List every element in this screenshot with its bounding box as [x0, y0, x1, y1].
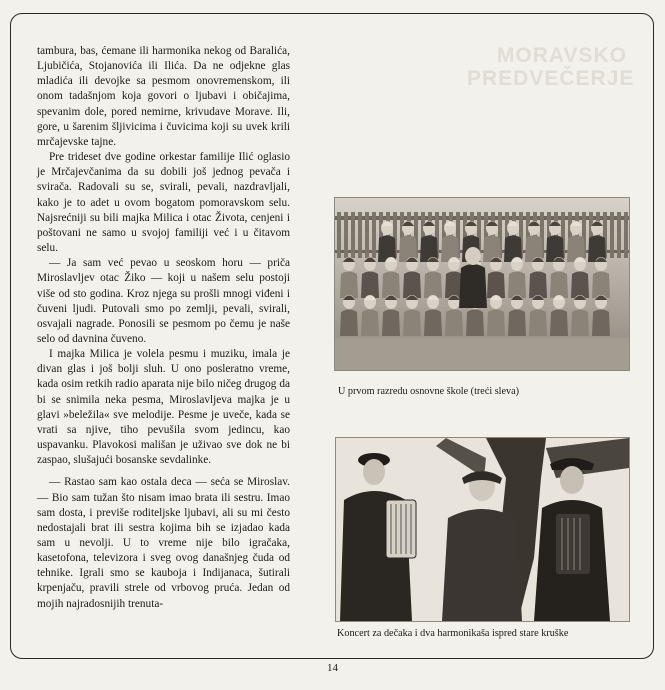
paragraph-3: — Ja sam već pevao u seoskom horu — priča Miroslavljev otac Žiko — koji u našem selu postoji više od sto godina. Kroz njega su prošli mnogi viđeni i čuveni ljudi. Putovali smo po zemlji, pevali, svirali, osvajali nagrade. Ponosili se pesmom po čemu je naše selo od davnina čuveno. — [37, 257, 290, 345]
accordion-concert-photo — [335, 437, 630, 622]
show-through-heading — [467, 44, 635, 90]
school-class-illustration — [335, 198, 629, 370]
show-through-line-1: MORAVSKO — [496, 44, 627, 67]
paragraph-2: Pre trideset dve godine orkestar familije Ilić oglasio je Mrčajevčanima da su dobili još jednog pevača i svirača. Radovali su se, svirali, pevali, nazdravljali, kako je to adet u ovom bogatom pomoravskom selu. Najsrećniji su bili majka Milica i otac Života, cenjeni i poštovani ne samo u svojoj familiji već i u čitavom selu. — [37, 151, 290, 255]
show-through-line-2: PREDVEČERJE — [467, 67, 635, 90]
school-photo-caption: U prvom razredu osnovne škole (treći sleva) — [338, 386, 520, 397]
concert-illustration — [336, 438, 629, 621]
paragraph-4: I majka Milica je volela pesmu i muziku, imala je divan glas i još bolji sluh. U ono posleratno vreme, kada osim retkih radio aparata nije bilo ničeg drugog da bi se snimila neka pesma, Miroslavljeva majka je u glavi »beležila« sve melodije. Pesme je uveče, kada se vrati sa njive, tiho pevušila svom jedincu, kao uspavanku. Plavokosi mališan je uživao sve dok ne bi zaspao, slušajući bosanske sevdalinke. — [37, 348, 290, 467]
page-number: 14 — [327, 662, 338, 674]
concert-photo-caption: Koncert za dečaka i dva harmonikaša ispred stare kruške — [337, 628, 569, 639]
school-class-photo — [334, 197, 630, 371]
paragraph-1: tambura, bas, ćemane ili harmonika nekog od Baralića, Ljubičića, Stojanovića ili Ilića. Da ne odjekne glas mladića ili devojke sa pesmom onovremenskom, ili onom tadašnjom koja govori o ljubavi i običajima, spevanim dole, pored nemirne, krivudave Morave. Ili, gore, u šarenim šljivicima i čuvicima koji su uvek krili mrčajevske tajne. — [37, 45, 290, 148]
paragraph-5: — Rastao sam kao ostala deca — seća se Miroslav. — Bio sam tužan što nisam imao brata ili sestru. Imao sam dosta, i previše roditeljske ljubavi, ali su mi često nedostajali brat ili sestra kojima bih se izjadao kada sam u nevolji. U to vreme nije bilo igračaka, kasetofona, televizora i sveg ovog današnjeg čuda od tehnike. Igrali smo se kauboja i Indijanaca, šutirali krpenjaču, pravili strele od vrbovog pruća. Jedan od mojih najradosnijih trenuta- — [37, 476, 290, 610]
article-column — [37, 44, 290, 612]
